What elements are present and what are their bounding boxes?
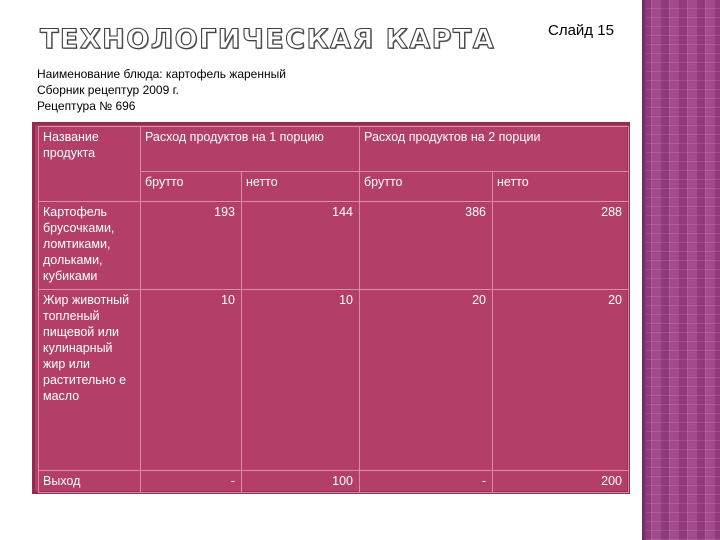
header-product: Название продукта [39,127,141,202]
row-net-2: 288 [493,202,629,289]
row-gross-1: - [141,470,242,492]
recipe-number: Рецептура № 696 [37,99,136,113]
page-title: ТЕХНОЛОГИЧЕСКАЯ КАРТА [40,24,496,55]
header-two-portions: Расход продуктов на 2 порции [360,127,629,172]
row-net-1: 10 [242,289,360,470]
header-gross-1: брутто [141,172,242,202]
header-gross-2: брутто [360,172,493,202]
header-one-portion: Расход продуктов на 1 порцию [141,127,360,172]
table-row [39,202,629,289]
decorative-side-strip [642,0,720,540]
slide-number: Слайд 15 [548,22,614,39]
table-header-row [39,127,629,172]
table-row [39,289,629,470]
row-net-2: 20 [493,289,629,470]
row-product-name: Картофель брусочками, ломтиками, дольками, кубиками [39,202,141,289]
row-net-1: 144 [242,202,360,289]
row-gross-1: 193 [141,202,242,289]
recipe-collection: Сборник рецептур 2009 г. [37,83,179,97]
recipe-meta [37,66,286,114]
row-gross-1: 10 [141,289,242,470]
header-net-2: нетто [493,172,629,202]
row-net-2: 200 [493,470,629,492]
header-net-1: нетто [242,172,360,202]
row-net-1: 100 [242,470,360,492]
dish-name: Наименование блюда: картофель жаренный [37,67,286,81]
row-gross-2: 20 [360,289,493,470]
row-gross-2: 386 [360,202,493,289]
row-product-name: Жир животный топленый пищевой или кулинарный жир или растительно е масло [39,289,141,470]
row-product-name: Выход [39,470,141,492]
row-gross-2: - [360,470,493,492]
tech-card-table-frame [32,122,630,494]
table-row-output [39,470,629,492]
tech-card-table [38,126,629,493]
